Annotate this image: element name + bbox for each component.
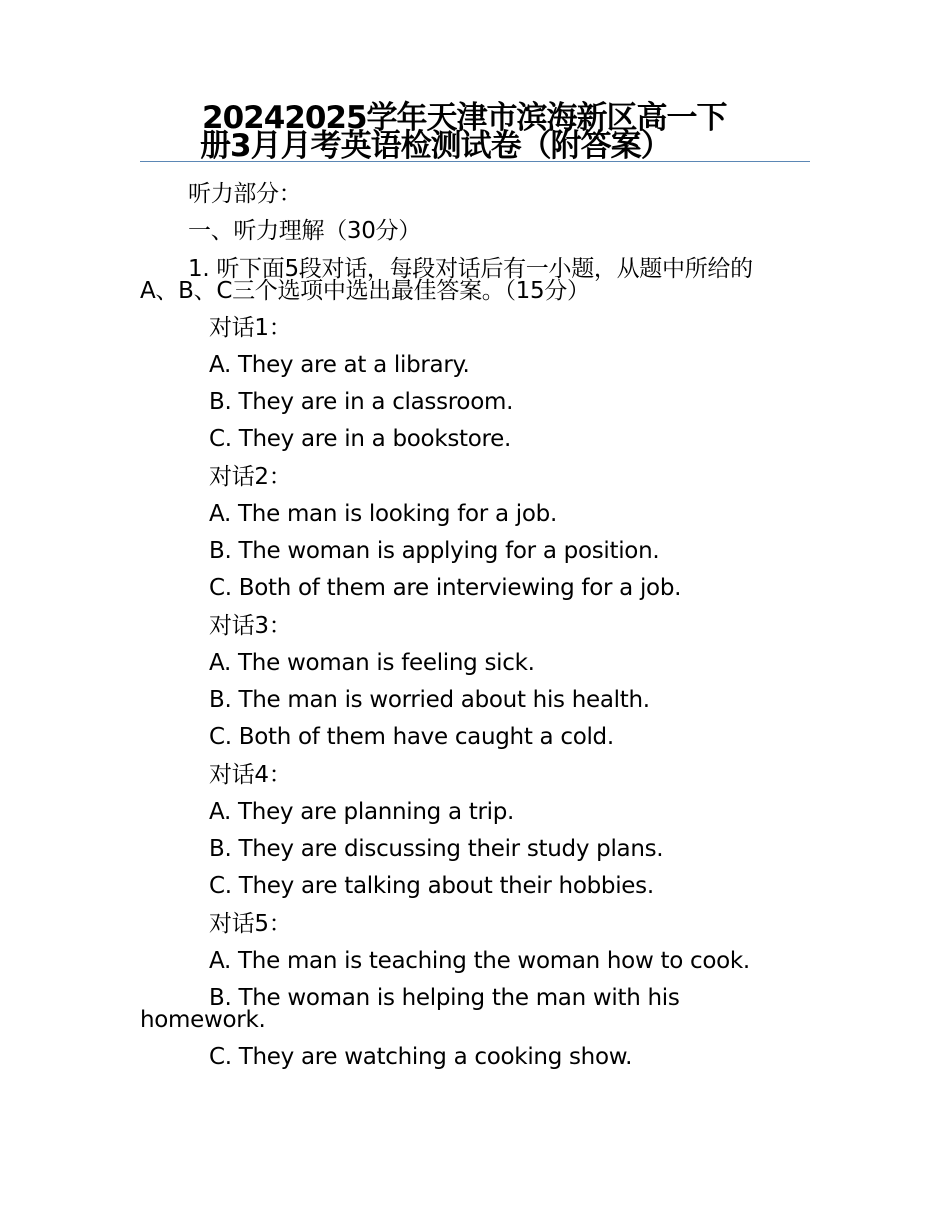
- dialogue-5-option-b-line-2: homework.: [140, 1007, 266, 1033]
- dialogue-1-option-c: C. They are in a bookstore.: [209, 426, 512, 452]
- dialogue-2-option-c: C. Both of them are interviewing for a job.: [209, 575, 682, 601]
- dialogue-4-option-c: C. They are talking about their hobbies.: [209, 873, 654, 899]
- dialogue-1-label: 对话1：: [209, 315, 292, 341]
- instruction: [140, 258, 810, 302]
- dialogue-5-option-b: [140, 987, 810, 1031]
- dialogue-2-option-a: A. The man is looking for a job.: [209, 501, 557, 527]
- dialogue-4-label: 对话4：: [209, 762, 292, 788]
- dialogue-3-option-c: C. Both of them have caught a cold.: [209, 724, 614, 750]
- title-line-1: 20242025学年天津市滨海新区高一下: [202, 100, 727, 136]
- dialogue-5-label: 对话5：: [209, 911, 292, 937]
- dialogue-3-option-b: B. The man is worried about his health.: [209, 687, 650, 713]
- title-line-2: 册3月月考英语检测试卷（附答案）: [200, 128, 671, 164]
- dialogue-2-label: 对话2：: [209, 464, 292, 490]
- dialogue-2-option-b: B. The woman is applying for a position.: [209, 538, 660, 564]
- dialogue-1-option-a: A. They are at a library.: [209, 352, 470, 378]
- dialogue-4-option-b: B. They are discussing their study plans.: [209, 836, 664, 862]
- dialogue-5-option-a: A. The man is teaching the woman how to cook.: [209, 948, 750, 974]
- dialogue-3-option-a: A. The woman is feeling sick.: [209, 650, 535, 676]
- dialogue-3-label: 对话3：: [209, 613, 292, 639]
- dialogue-1-option-b: B. They are in a classroom.: [209, 389, 514, 415]
- title-underline: [140, 161, 810, 162]
- section-label: 听力部分：: [188, 181, 302, 207]
- dialogue-4-option-a: A. They are planning a trip.: [209, 799, 515, 825]
- instruction-line-1: 1. 听下面5段对话，每段对话后有一小题，从题中所给的: [188, 256, 753, 282]
- dialogue-5-option-c: C. They are watching a cooking show.: [209, 1044, 633, 1070]
- part-heading: 一、听力理解（30分）: [188, 218, 421, 244]
- instruction-line-2: A、B、C三个选项中选出最佳答案。（15分）: [140, 278, 590, 304]
- dialogue-5-option-b-line-1: B. The woman is helping the man with his: [209, 985, 680, 1011]
- document-title: [140, 100, 810, 164]
